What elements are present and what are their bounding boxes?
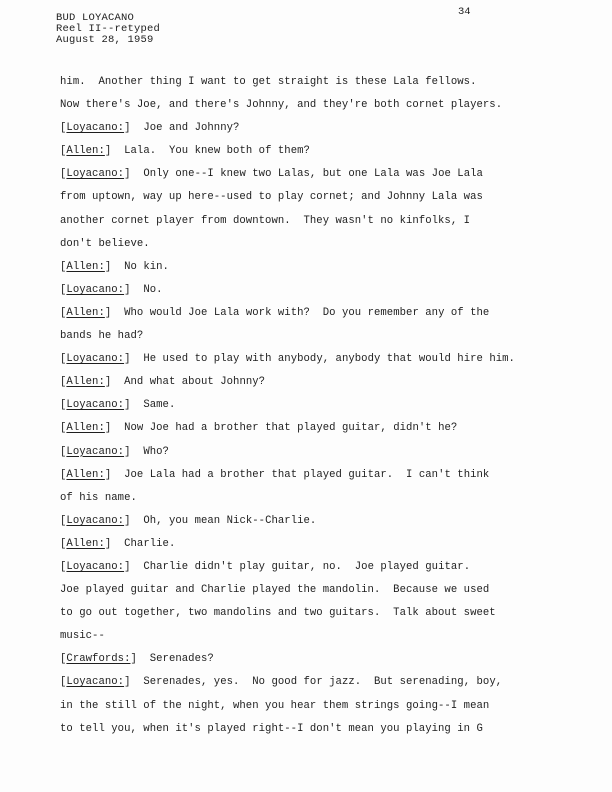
transcript-line <box>60 602 590 625</box>
bracket-open: [ <box>60 653 67 666</box>
line-text: in the still of the night, when you hear them strings going--I mean <box>60 699 490 712</box>
transcript-line <box>60 695 590 718</box>
bracket-open: [ <box>60 306 67 319</box>
bracket-close: ] <box>104 468 112 481</box>
speaker-label: Loyacano: <box>66 399 125 412</box>
bracket-close: ] <box>124 445 131 458</box>
bracket-open: [ <box>60 283 67 296</box>
transcript-line <box>60 325 590 348</box>
line-text: Now there's Joe, and there's Johnny, and they're both cornet players. <box>60 99 503 112</box>
transcript-line <box>60 210 590 233</box>
transcript-line <box>60 140 590 163</box>
line-text: Joe and Johnny? <box>130 122 240 135</box>
speaker-label: Loyacano: <box>66 560 125 573</box>
speaker-label: Loyacano: <box>66 353 125 366</box>
bracket-close: ] <box>124 122 131 135</box>
line-text: bands he had? <box>60 330 144 343</box>
bracket-close: ] <box>124 676 131 689</box>
line-text: don't believe. <box>60 237 150 250</box>
header-date: August 28, 1959 <box>56 34 154 46</box>
bracket-close: ] <box>104 422 112 435</box>
transcript-line <box>60 186 590 209</box>
bracket-close: ] <box>124 399 131 412</box>
bracket-open: [ <box>60 168 67 181</box>
line-text: from uptown, way up here--used to play cornet; and Johnny Lala was <box>60 191 483 204</box>
line-text: another cornet player from downtown. They wasn't no kinfolks, I <box>60 214 471 227</box>
transcript-line <box>60 464 590 487</box>
bracket-open: [ <box>60 445 67 458</box>
bracket-close: ] <box>104 537 112 550</box>
bracket-close: ] <box>124 514 131 527</box>
line-text: Joe played guitar and Charlie played the mandolin. Because we used <box>60 584 490 597</box>
transcript-line <box>60 94 590 117</box>
bracket-close: ] <box>104 260 112 273</box>
line-text: Charlie. <box>111 537 176 550</box>
speaker-label: Loyacano: <box>66 283 125 296</box>
header-interviewee: BUD LOYACANO <box>56 12 135 24</box>
line-text: Same. <box>130 399 176 412</box>
speaker-label: Allen: <box>66 260 105 273</box>
transcript-line <box>60 279 590 302</box>
line-text: And what about Johnny? <box>111 376 266 389</box>
line-text: Now Joe had a brother that played guitar, didn't he? <box>111 422 458 435</box>
line-text: to go out together, two mandolins and two guitars. Talk about sweet <box>60 607 496 620</box>
transcript-line <box>60 233 590 256</box>
speaker-label: Loyacano: <box>66 168 125 181</box>
bracket-open: [ <box>60 514 67 527</box>
line-text: No kin. <box>111 260 169 273</box>
bracket-open: [ <box>60 260 67 273</box>
bracket-close: ] <box>130 653 137 666</box>
transcript-line <box>60 71 590 94</box>
speaker-label: Allen: <box>66 145 105 158</box>
bracket-close: ] <box>104 376 112 389</box>
line-text: of his name. <box>60 491 137 504</box>
line-text: Lala. You knew both of them? <box>111 145 310 158</box>
bracket-open: [ <box>60 422 67 435</box>
transcript-line <box>60 302 590 325</box>
line-text: Joe Lala had a brother that played guitar. I can't think <box>111 468 490 481</box>
line-text: Who? <box>130 445 169 458</box>
bracket-close: ] <box>124 560 131 573</box>
bracket-open: [ <box>60 122 67 135</box>
transcript-line <box>60 441 590 464</box>
transcript-line <box>60 417 590 440</box>
bracket-close: ] <box>104 306 112 319</box>
line-text: Serenades, yes. No good for jazz. But serenading, boy, <box>130 676 503 689</box>
line-text: to tell you, when it's played right--I don't mean you playing in G <box>60 722 483 735</box>
transcript-line <box>60 671 590 694</box>
bracket-open: [ <box>60 676 67 689</box>
bracket-open: [ <box>60 560 67 573</box>
speaker-label: Allen: <box>66 376 105 389</box>
bracket-close: ] <box>104 145 112 158</box>
speaker-label: Loyacano: <box>66 445 125 458</box>
page-number: 34 <box>458 6 471 18</box>
line-text: Oh, you mean Nick--Charlie. <box>130 514 317 527</box>
speaker-label: Allen: <box>66 306 105 319</box>
transcript-line <box>60 510 590 533</box>
line-text: music-- <box>60 630 105 643</box>
speaker-label: Loyacano: <box>66 514 125 527</box>
transcript-line <box>60 556 590 579</box>
header-reel: Reel II--retyped <box>56 23 161 35</box>
transcript-line <box>60 394 590 417</box>
transcript-line <box>60 163 590 186</box>
line-text: Who would Joe Lala work with? Do you remember any of the <box>111 306 490 319</box>
transcript-line <box>60 625 590 648</box>
bracket-close: ] <box>124 168 131 181</box>
bracket-open: [ <box>60 353 67 366</box>
line-text: He used to play with anybody, anybody that would hire him. <box>130 353 515 366</box>
transcript-line <box>60 579 590 602</box>
bracket-open: [ <box>60 145 67 158</box>
speaker-label: Loyacano: <box>66 122 125 135</box>
transcript-line <box>60 348 590 371</box>
transcript-line <box>60 256 590 279</box>
bracket-open: [ <box>60 468 67 481</box>
transcript-line <box>60 533 590 556</box>
line-text: him. Another thing I want to get straight is these Lala fellows. <box>60 76 477 88</box>
line-text: Only one--I knew two Lalas, but one Lala was Joe Lala <box>130 168 483 181</box>
transcript-line <box>60 117 590 140</box>
bracket-open: [ <box>60 376 67 389</box>
speaker-label: Loyacano: <box>66 676 125 689</box>
bracket-open: [ <box>60 399 67 412</box>
bracket-close: ] <box>124 353 131 366</box>
document-header <box>56 13 160 46</box>
transcript-line <box>60 371 590 394</box>
line-text: No. <box>130 283 163 296</box>
transcript-line <box>60 648 590 671</box>
speaker-label: Allen: <box>66 468 105 481</box>
line-text: Serenades? <box>136 653 214 666</box>
transcript-line <box>60 718 590 741</box>
bracket-close: ] <box>124 283 131 296</box>
line-text: Charlie didn't play guitar, no. Joe played guitar. <box>130 560 471 573</box>
speaker-label: Crawfords: <box>66 653 131 666</box>
speaker-label: Allen: <box>66 422 105 435</box>
transcript-line <box>60 487 590 510</box>
speaker-label: Allen: <box>66 537 105 550</box>
bracket-open: [ <box>60 537 67 550</box>
transcript-body <box>60 71 590 741</box>
